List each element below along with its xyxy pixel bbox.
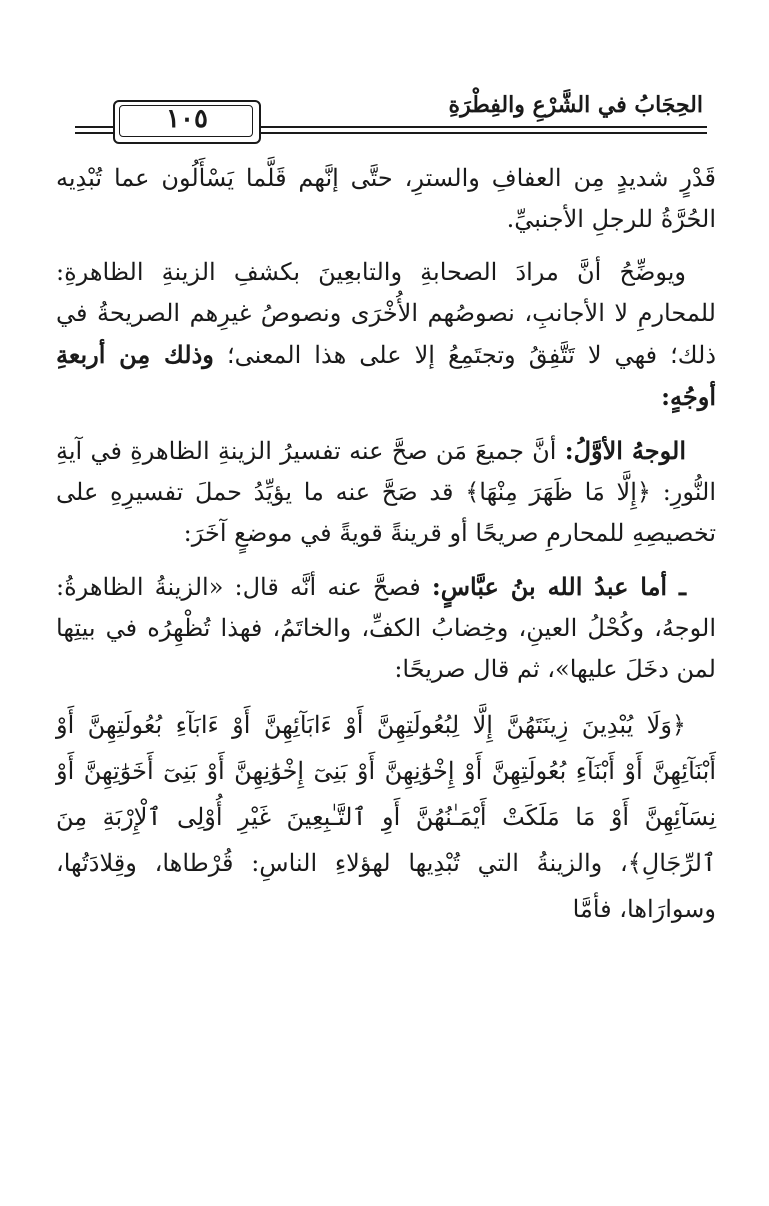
paragraph-1 <box>56 158 716 240</box>
page-header <box>75 88 707 152</box>
paragraph-4-text: فصحَّ عنه أنَّه قال: «الزينةُ الظاهرةُ: الوجهُ، وكُحْلُ العينِ، وخِضابُ الكفِّ، والخاتَمُ، فهذا تُظْهِرُه في بيتِها لمن دخَلَ عليها»، ثم قال صريحًا: <box>56 573 716 683</box>
quran-verse: ﴿وَلَا يُبْدِينَ زِينَتَهُنَّ إِلَّا لِبُعُولَتِهِنَّ أَوْ ءَابَآئِهِنَّ أَوْ ءَابَآءِ بُعُولَتِهِنَّ أَوْ أَبْنَآئِهِنَّ أَوْ أَبْنَآءِ بُعُولَتِهِنَّ أَوْ إِخْوَٰنِهِنَّ أَوْ بَنِىٓ إِخْوَٰنِهِنَّ أَوْ بَنِىٓ أَخَوَٰتِهِنَّ أَوْ نِسَآئِهِنَّ أَوْ مَا مَلَكَتْ أَيْمَـٰنُهُنَّ أَوِ ٱلتَّـٰبِعِينَ غَيْرِ أُوْلِى ٱلْإِرْبَةِ مِنَ ٱلرِّجَالِ﴾ <box>56 711 717 877</box>
verse-commentary: ، والزينةُ التي تُبْدِيها لهؤلاءِ الناسِ: قُرْطاها، وقِلادَتُها، وسوارَاها، فأمَّا <box>56 849 716 923</box>
paragraph-4-heading: ـ أما عبدُ الله بنُ عبَّاسٍ: <box>431 572 686 601</box>
paragraph-1-text: قَدْرٍ شديدٍ مِن العفافِ والسترِ، حتَّى إنَّهم قَلَّما يَسْأَلُون عما تُبْدِيه الحُرَّةُ للرجلِ الأجنبيِّ. <box>56 164 716 233</box>
paragraph-4 <box>56 566 716 690</box>
page-body <box>56 158 716 944</box>
paragraph-2-bold: وذلك مِن أربعةِ أوجُهٍ: <box>56 340 716 411</box>
paragraph-3-heading: الوجهُ الأوَّلُ: <box>564 436 686 465</box>
paragraph-3-text: أنَّ جميعَ مَن صحَّ عنه تفسيرُ الزينةِ الظاهرةِ في آيةِ النُّورِ: ﴿إِلَّا مَا ظَهَرَ مِنْهَا﴾ قد صَحَّ عنه ما يؤيِّدُ حملَ تفسيرِهِ على تخصيصِهِ للمحارمِ صريحًا أو قرينةً قويةً في موضعٍ آخَرَ: <box>56 437 716 547</box>
running-title: الحِجَابُ في الشَّرْعِ والفِطْرَةِ <box>448 92 703 118</box>
page-number: ١٠٥ <box>166 104 208 134</box>
paragraph-2 <box>56 252 716 418</box>
paragraph-2-text: ويوضِّحُ أنَّ مرادَ الصحابةِ والتابعِينَ بكشفِ الزينةِ الظاهرةِ: للمحارمِ لا الأجانبِ، نصوصُهم الأُخْرَى ونصوصُ غيرِهم الصريحةُ في ذلك؛ فهي لا تَتَّفِقُ وتجتَمِعُ إلا على هذا المعنى؛ <box>56 258 717 369</box>
quran-verse-paragraph <box>56 702 716 932</box>
paragraph-3 <box>56 430 716 554</box>
page-number-frame <box>113 100 261 144</box>
